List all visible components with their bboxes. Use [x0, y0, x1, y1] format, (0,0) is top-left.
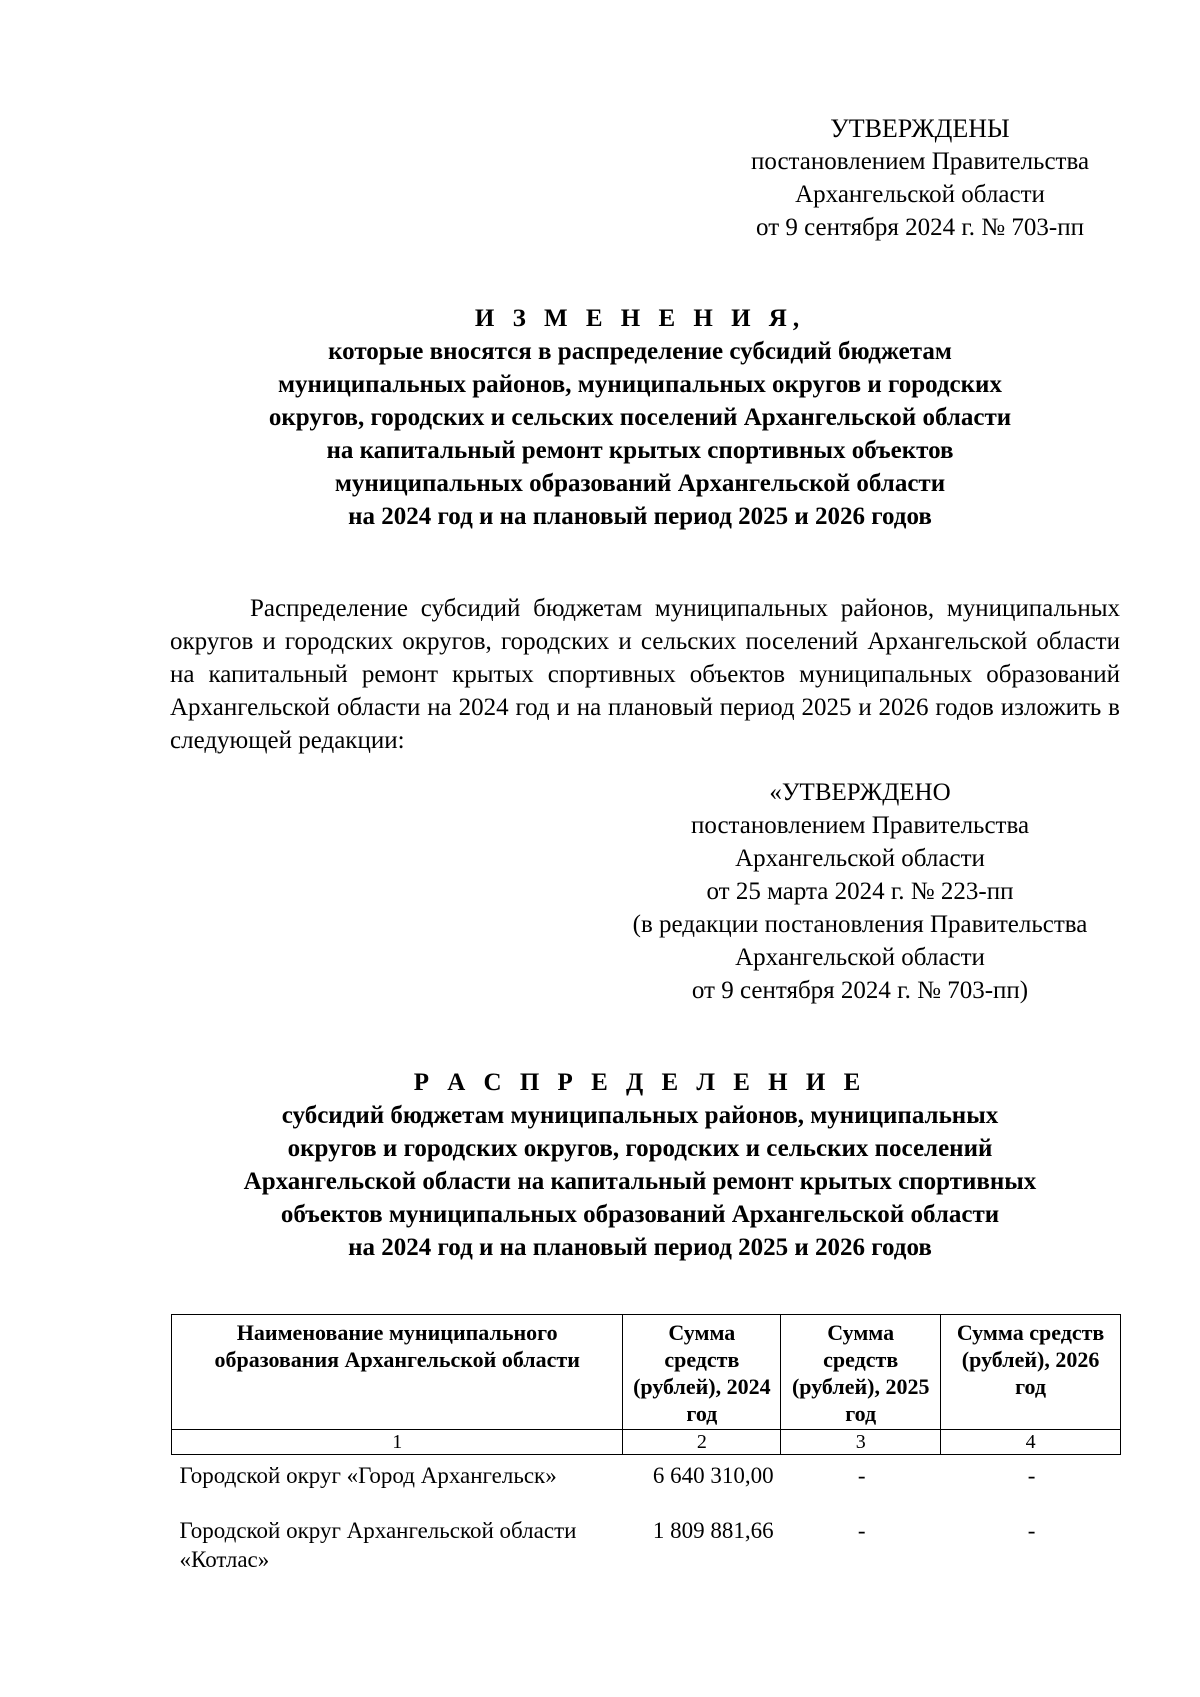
approval-block — [700, 112, 1140, 244]
municipality-name: Городской округ Архангельской области «Котлас» — [179, 1518, 577, 1572]
amount-2026: - — [1027, 1518, 1036, 1543]
column-header-2024: Сумма средств (рублей), 2024 год — [623, 1315, 781, 1430]
table-header-row — [172, 1315, 1121, 1430]
approval-line: Архангельской области — [735, 845, 985, 872]
column-header-2025: Сумма средств (рублей), 2025 год — [781, 1315, 941, 1430]
distribution-title: Р А С П Р Е Д Е Л Е Н И Е — [413, 1069, 867, 1096]
approval-line: от 9 сентября 2024 г. № 703-пп) — [691, 977, 1029, 1004]
amount-2024: 1 809 881,66 — [652, 1518, 774, 1543]
column-number-row — [172, 1430, 1121, 1455]
amount-2025: - — [857, 1518, 866, 1543]
distribution-subtitle-line: субсидий бюджетам муниципальных районов, муниципальных — [281, 1102, 999, 1129]
amount-2026: - — [1027, 1463, 1036, 1488]
column-number: 4 — [941, 1430, 1121, 1455]
approval-line: Архангельской области — [735, 944, 985, 971]
changes-heading — [160, 302, 1120, 533]
column-number: 1 — [172, 1430, 623, 1455]
column-header-2026: Сумма средств (рублей), 2026 год — [941, 1315, 1121, 1430]
changes-subtitle-line: которые вносятся в распределение субсидий бюджетам — [328, 338, 952, 365]
approval-line: от 25 марта 2024 г. № 223-пп — [706, 878, 1014, 905]
table-row — [172, 1455, 1121, 1511]
distribution-heading — [160, 1066, 1120, 1264]
distribution-subtitle-line: Архангельской области на капитальный ремонт крытых спортивных — [243, 1168, 1037, 1195]
municipality-name: Городской округ «Город Архангельск» — [179, 1463, 557, 1488]
column-header-name: Наименование муниципального образования Архангельской области — [172, 1315, 623, 1430]
body-paragraph: Распределение субсидий бюджетам муниципальных районов, муниципальных округов и городских округов, городских и сельских поселений Архангельской области на капитальный ремонт крытых спортивных объектов муниципальных образований Архангельской области на 2024 год и на плановый период 2025 и 2026 годов изложить в следующей редакции: — [170, 595, 1120, 754]
column-number: 3 — [781, 1430, 941, 1455]
approval-line: постановлением Правительства — [750, 148, 1090, 175]
distribution-subtitle-line: округов и городских округов, городских и сельских поселений — [287, 1135, 993, 1162]
changes-subtitle-line: на 2024 год и на плановый период 2025 и 2026 годов — [348, 503, 932, 530]
changes-subtitle-line: на капитальный ремонт крытых спортивных объектов — [326, 437, 954, 464]
approval-line: Архангельской области — [795, 181, 1045, 208]
approval-line: (в редакции постановления Правительства — [632, 911, 1088, 938]
approval-title: УТВЕРЖДЕНЫ — [830, 114, 1010, 143]
distribution-subtitle-line: объектов муниципальных образований Архангельской области — [280, 1201, 1000, 1228]
changes-subtitle-line: округов, городских и сельских поселений Архангельской области — [268, 404, 1012, 431]
approval-block-revised — [580, 776, 1140, 1007]
distribution-subtitle-line: на 2024 год и на плановый период 2025 и 2026 годов — [348, 1234, 932, 1261]
amount-2025: - — [857, 1463, 866, 1488]
approval-line: от 9 сентября 2024 г. № 703-пп — [756, 214, 1084, 241]
changes-title: И З М Е Н Е Н И Я, — [474, 305, 806, 332]
column-number: 2 — [623, 1430, 781, 1455]
changes-subtitle-line: муниципальных образований Архангельской области — [334, 470, 946, 497]
approval-line: постановлением Правительства — [690, 812, 1030, 839]
amount-2024: 6 640 310,00 — [652, 1463, 774, 1488]
distribution-table — [171, 1314, 1121, 1594]
approval-title: «УТВЕРЖДЕНО — [769, 779, 951, 806]
changes-subtitle-line: муниципальных районов, муниципальных округов и городских — [278, 371, 1002, 398]
table-row — [172, 1510, 1121, 1594]
